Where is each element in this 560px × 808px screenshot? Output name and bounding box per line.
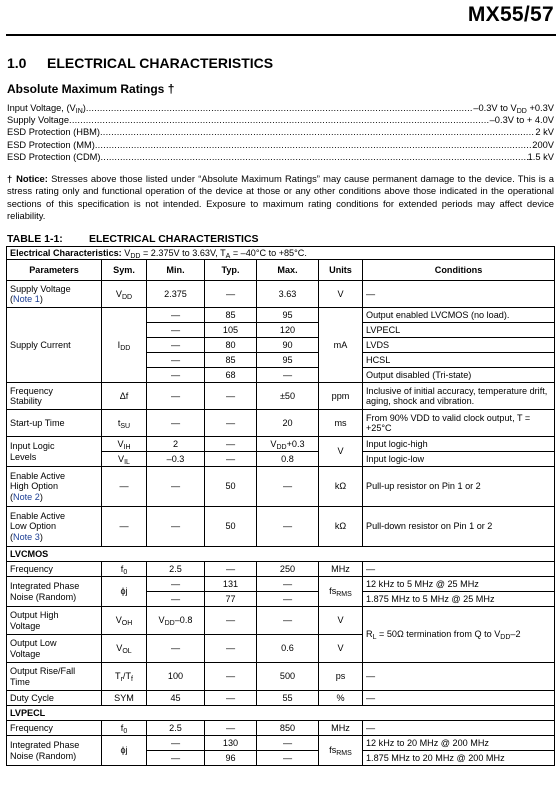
table-name: ELECTRICAL CHARACTERISTICS [89,233,259,245]
section-title: ELECTRICAL CHARACTERISTICS [47,55,274,71]
document-header-title: MX55/57 [467,3,554,26]
amr-list [7,102,554,163]
amr-title: Absolute Maximum Ratings † [7,82,175,96]
table-row: — 105 120 LVPECL [7,323,555,338]
amr-item [7,126,554,138]
col-header-parameters: Parameters [7,260,102,281]
table-conditions: Electrical Characteristics: $V_{DD} = 2.375V$ to 3.63V, $T_A = -40^\circ C$ to +85°C. [7,247,555,260]
table-title [7,233,259,245]
leader-dots [100,126,535,138]
note-3-link[interactable]: Note 3 [13,531,40,542]
table-row: Frequency Stability Δf — — ±50 ppm Inclusive of initial accuracy, temperature drift, aging, shock and vibration. [7,383,555,410]
amr-item-value: –0.3V to + 4.0V [489,115,554,126]
group-label-lvpecl: LVPECL [7,706,555,721]
table-row: Supply Current $I_{DD}$ — 85 95 mA Output enabled LVCMOS (no load). [7,308,555,323]
section-number: 1.0 [7,55,27,71]
electrical-characteristics-table [6,246,555,766]
amr-item [7,114,554,126]
table-row: — 80 90 LVDS [7,338,555,353]
header-rule [6,34,556,36]
notice-text: Stresses above those listed under “Absolute Maximum Ratings” may cause permanent damage to the device. This is a stress rating only and functional operation of the device at those or any other conditions above those indicated in the operational sections of this specification is not intended. Exposure to maximum rating conditions for extended periods may affect device reliability. [7,173,555,222]
note-2-link[interactable]: Note 2 [13,491,40,502]
table-row: Input Logic Levels $V_{IH}$ 2 — $V_{DD}+0.3$ V Input logic-high [7,437,555,452]
amr-item [7,139,554,151]
amr-item [7,151,554,163]
table-row: Output Rise/Fall Time $T_r/T_f$ 100 — 500 ps — [7,663,555,691]
table-row: Integrated Phase Noise (Random) ϕj — 131 — $fs_{RMS}$ 12 kHz to 5 MHz @ 25 MHz [7,577,555,592]
leader-dots [101,151,528,163]
amr-item-label: ESD Protection (CDM) [7,151,101,162]
table-row: — 77 — 1.875 MHz to 5 MHz @ 25 MHz [7,592,555,607]
amr-item-value: –0.3V to $V_{DD} +0.3V$ [473,103,554,115]
table-number: TABLE 1-1: [7,233,63,245]
table-row: — 85 95 HCSL [7,353,555,368]
col-header-sym: Sym. [102,260,147,281]
group-label-lvcmos: LVCMOS [7,547,555,562]
col-header-typ: Typ. [205,260,257,281]
leader-dots [86,102,473,114]
table-row: — 96 — 1.875 MHz to 20 MHz @ 200 MHz [7,751,555,766]
table-conditions-row [7,247,555,260]
table-row: $V_{IL}$ –0.3 — 0.8 Input logic-low [7,452,555,467]
amr-item-label: Input Voltage, $(V_{IN})$ [7,103,86,115]
amr-item-value: 2 kV [535,127,554,138]
note-1-link[interactable]: Note 1 [13,294,40,304]
table-row: Frequency $f_0$ 2.5 — 850 MHz — [7,721,555,736]
table-row: — 68 — Output disabled (Tri-state) [7,368,555,383]
table-group-row [7,706,555,721]
table-group-row [7,547,555,562]
col-header-units: Units [319,260,363,281]
amr-item-label: ESD Protection (HBM) [7,127,100,138]
col-header-conditions: Conditions [363,260,555,281]
table-row: Frequency $f_0$ 2.5 — 250 MHz — [7,562,555,577]
table-row: Duty Cycle SYM 45 — 55 % — [7,691,555,706]
amr-item-label: Supply Voltage [7,115,70,126]
col-header-min: Min. [147,260,205,281]
table-header-row [7,260,555,281]
table-row: Enable Active Low Option (Note 3) — — 50 — kΩ Pull-down resistor on Pin 1 or 2 [7,507,555,547]
table-row: Enable Active High Option (Note 2) — — 50 — kΩ Pull-up resistor on Pin 1 or 2 [7,467,555,507]
col-header-max: Max. [257,260,319,281]
amr-notice [7,173,554,223]
table-row: Integrated Phase Noise (Random) ϕj — 130 — $fs_{RMS}$ 12 kHz to 20 MHz @ 200 MHz [7,736,555,751]
section-heading [7,55,273,71]
leader-dots [95,139,532,151]
amr-item-value: 200V [532,139,554,150]
notice-label: † Notice: [7,173,48,184]
leader-dots [69,114,490,126]
amr-item-value: 1.5 kV [527,151,554,162]
table-row: Supply Voltage (Note 1) $V_{DD}$ 2.375 — 3.63 V — [7,281,555,308]
amr-item-label: ESD Protection (MM) [7,139,95,150]
table-row: Start-up Time $t_{SU}$ — — 20 ms From 90% VDD to valid clock output, T = +25°C [7,410,555,437]
amr-item [7,102,554,114]
table-row: Output High Voltage $V_{OH}$ $V_{DD}-0.8$ — — V $R_L = 50\Omega$ termination from Q to $V_{DD}-2$ [7,607,555,635]
table-row: Output Low Voltage $V_{OL}$ — — 0.6 V [7,635,555,663]
